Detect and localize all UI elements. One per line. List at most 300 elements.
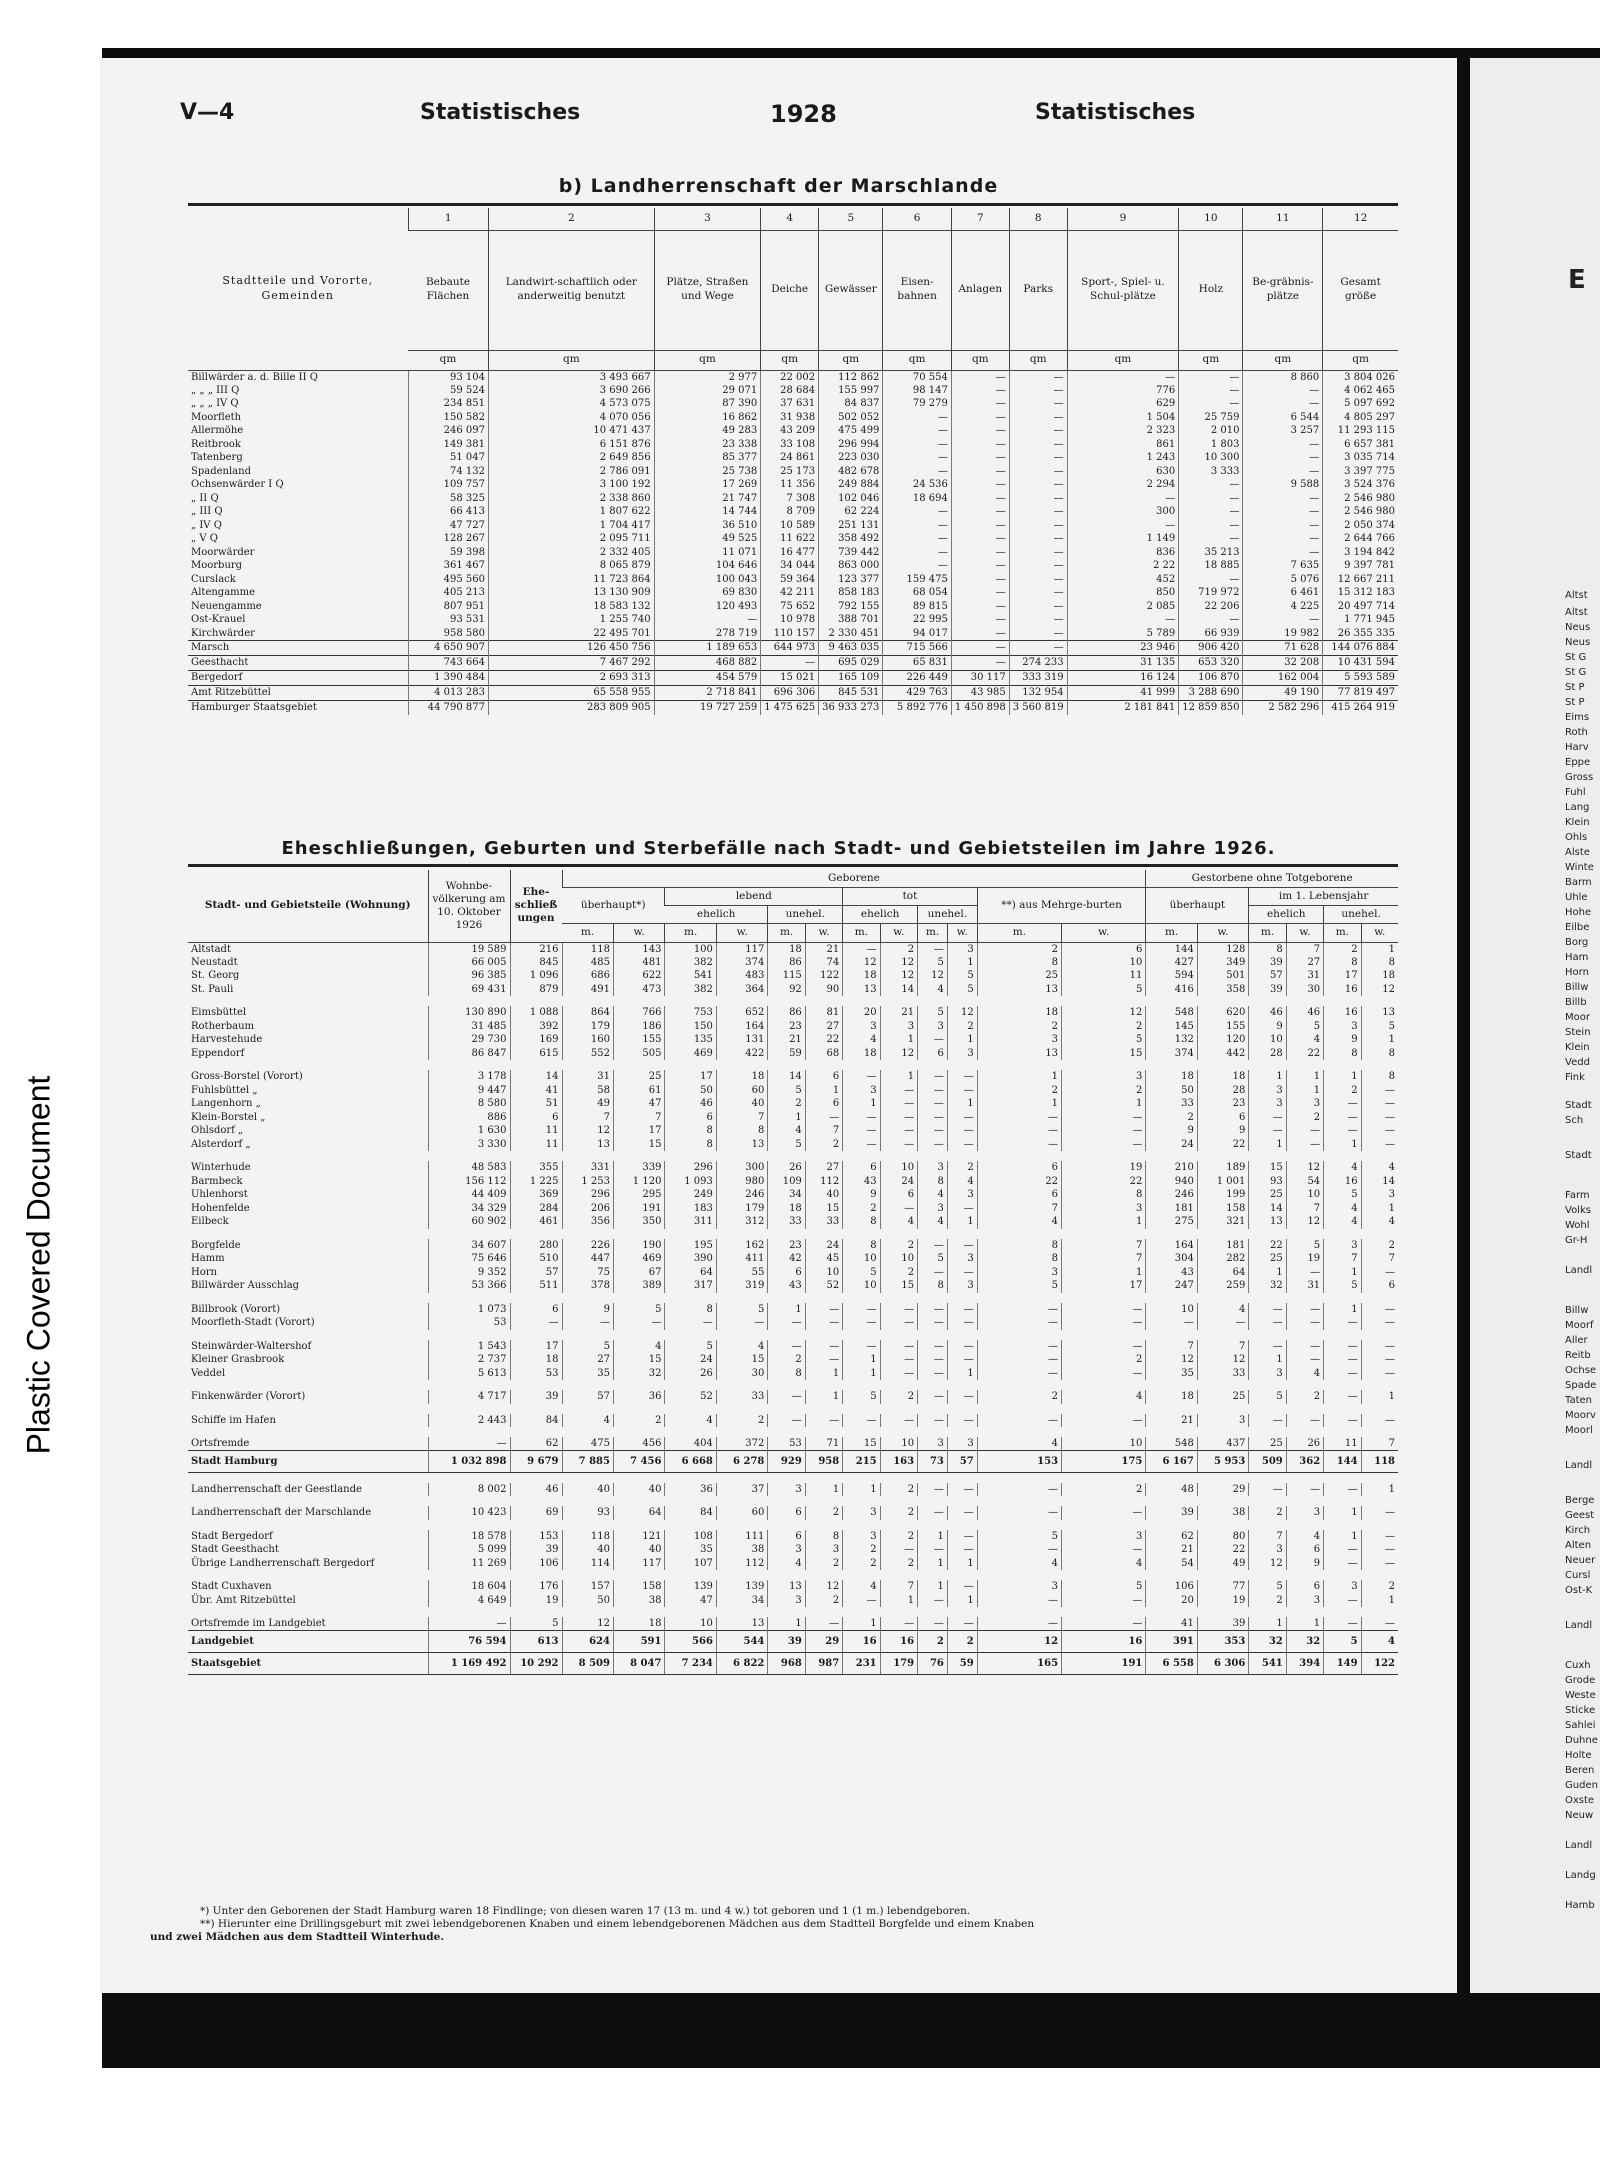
cell: 6: [805, 1097, 842, 1111]
cell: 2: [947, 1161, 977, 1175]
cell: 6: [768, 1506, 805, 1520]
cell: 16: [843, 1631, 880, 1653]
cell: —: [1179, 532, 1243, 546]
cell: 25 738: [654, 465, 761, 479]
cell: 7 456: [613, 1451, 664, 1473]
spacer: [188, 1380, 1398, 1390]
cell: 11: [510, 1124, 562, 1138]
cell: 159 475: [883, 573, 951, 587]
cell: 1: [1361, 1202, 1398, 1216]
cell: —: [951, 627, 1009, 641]
h-illegit: unehel.: [918, 906, 978, 924]
cell: 427: [1146, 956, 1197, 970]
cell: 3: [768, 1594, 805, 1608]
cell: 10: [843, 1252, 880, 1266]
cell: 128: [1197, 942, 1248, 956]
cell: 43: [768, 1279, 805, 1293]
cell: 4: [1361, 1631, 1398, 1653]
cell: 429 763: [883, 685, 951, 700]
cell: 483: [716, 969, 767, 983]
cell: —: [654, 613, 761, 627]
cell: 40: [805, 1188, 842, 1202]
col-unit: qm: [654, 350, 761, 370]
cell: 5: [1286, 1020, 1323, 1034]
cell: 52: [665, 1390, 716, 1404]
cell: 50: [665, 1084, 716, 1098]
cell: 131: [716, 1033, 767, 1047]
cell: 3 397 775: [1323, 465, 1398, 479]
cell: 206: [562, 1202, 613, 1216]
cell: 153: [977, 1451, 1061, 1473]
right-page-word: Berge: [1565, 1495, 1595, 1506]
cell: —: [1179, 519, 1243, 533]
cell: —: [1249, 1111, 1286, 1125]
cell: 120 493: [654, 600, 761, 614]
cell: 42 211: [761, 586, 819, 600]
cell: 75 652: [761, 600, 819, 614]
cell: 1: [805, 1367, 842, 1381]
cell: 3 100 192: [489, 478, 655, 492]
cell: 1: [768, 1617, 805, 1631]
cell: 26: [1286, 1437, 1323, 1451]
row-label: Reitbrook: [191, 438, 241, 450]
row-label: Harvestehude: [191, 1034, 263, 1046]
cell: 836: [1067, 546, 1179, 560]
cell: 29: [805, 1631, 842, 1653]
cell: 1 243: [1067, 451, 1179, 465]
cell: 73: [918, 1451, 948, 1473]
cell: 49: [562, 1097, 613, 1111]
right-page-word: Fuhl: [1565, 787, 1586, 798]
right-page-word: Landl: [1565, 1840, 1593, 1851]
cell: 3 257: [1243, 424, 1323, 438]
cell: 1 807 622: [489, 505, 655, 519]
cell: 10 471 437: [489, 424, 655, 438]
cell: —: [918, 1340, 948, 1354]
cell: 686: [562, 969, 613, 983]
cell: 249 884: [819, 478, 883, 492]
right-page-word: Billw: [1565, 982, 1589, 993]
cell: 2 095 711: [489, 532, 655, 546]
cell: 34 044: [761, 559, 819, 573]
cell: 36 933 273: [819, 700, 883, 715]
cell: 47: [613, 1097, 664, 1111]
cell: 7 308: [761, 492, 819, 506]
cell: 1: [880, 1070, 917, 1084]
cell: 6 151 876: [489, 438, 655, 452]
cell: 4: [977, 1557, 1061, 1571]
cell: —: [880, 1202, 917, 1216]
cell: —: [510, 1316, 562, 1330]
cell: 1: [947, 956, 977, 970]
right-page-word: Weste: [1565, 1690, 1596, 1701]
cell: 2 050 374: [1323, 519, 1398, 533]
cell: 5: [947, 983, 977, 997]
cell: 6: [510, 1111, 562, 1125]
cell: —: [880, 1084, 917, 1098]
cell: 275: [1146, 1215, 1197, 1229]
cell: 234 851: [408, 397, 489, 411]
col-header: Deiche: [761, 230, 819, 350]
cell: 358: [1197, 983, 1248, 997]
cell: 1 169 492: [428, 1653, 510, 1675]
cell: —: [1249, 1303, 1286, 1317]
cell: 28: [1197, 1084, 1248, 1098]
cell: 6: [843, 1161, 880, 1175]
cell: 118: [562, 1530, 613, 1544]
col-sex: m.: [843, 924, 880, 942]
cell: 35 213: [1179, 546, 1243, 560]
col-sex: m.: [1249, 924, 1286, 942]
row-label: Eimsbüttel: [191, 1007, 247, 1019]
cell: 34: [716, 1594, 767, 1608]
cell: 321: [1197, 1215, 1248, 1229]
row-label: Staatsgebiet: [188, 1653, 428, 1675]
table-row: [188, 1239, 1398, 1253]
right-page-word: St P: [1565, 697, 1585, 708]
row-header: Stadtteile und Vororte, Gemeinden: [188, 208, 408, 370]
cell: 76: [918, 1653, 948, 1675]
cell: 2: [1062, 1084, 1146, 1098]
cell: —: [947, 1483, 977, 1497]
cell: —: [918, 1097, 948, 1111]
cell: 61: [613, 1084, 664, 1098]
cell: 6: [1197, 1111, 1248, 1125]
cell: 2 786 091: [489, 465, 655, 479]
cell: 615: [510, 1047, 562, 1061]
cell: 70 554: [883, 370, 951, 384]
row-label: Gross-Borstel (Vorort): [191, 1071, 303, 1083]
cell: 13: [768, 1580, 805, 1594]
right-page-word: Altst: [1565, 590, 1588, 601]
right-page-word: Altst: [1565, 607, 1588, 618]
cell: 46: [1249, 1006, 1286, 1020]
cell: 1 189 653: [654, 640, 761, 655]
cell: 3: [947, 1252, 977, 1266]
cell: 191: [1062, 1653, 1146, 1675]
cell: —: [951, 397, 1009, 411]
cell: 3 330: [428, 1138, 510, 1152]
cell: 33: [1197, 1367, 1248, 1381]
cell: 2: [918, 1631, 948, 1653]
cell: 3: [918, 1020, 948, 1034]
cell: 4: [947, 1175, 977, 1189]
cell: 76 594: [428, 1631, 510, 1653]
cell: —: [947, 1390, 977, 1404]
cell: —: [977, 1414, 1061, 1428]
cell: 311: [665, 1215, 716, 1229]
cell: —: [1009, 370, 1067, 384]
cell: 43: [843, 1175, 880, 1189]
cell: 36: [665, 1483, 716, 1497]
cell: 8: [665, 1124, 716, 1138]
cell: —: [1243, 397, 1323, 411]
cell: 411: [716, 1252, 767, 1266]
cell: 25: [613, 1070, 664, 1084]
cell: 864: [562, 1006, 613, 1020]
cell: 4 649: [428, 1594, 510, 1608]
cell: 5: [977, 1530, 1061, 1544]
cell: —: [1324, 1340, 1361, 1354]
cell: 6: [510, 1303, 562, 1317]
cell: —: [768, 1316, 805, 1330]
cell: 3: [1062, 1530, 1146, 1544]
cell: 30 117: [951, 670, 1009, 685]
col-unit: qm: [408, 350, 489, 370]
cell: —: [880, 1316, 917, 1330]
table-row: [188, 1202, 1398, 1216]
cell: —: [1243, 546, 1323, 560]
col-unit: qm: [761, 350, 819, 370]
cell: 4: [843, 1580, 880, 1594]
cell: 3 035 714: [1323, 451, 1398, 465]
cell: 28 684: [761, 384, 819, 398]
cell: 79 279: [883, 397, 951, 411]
table-row: [188, 384, 1398, 398]
cell: 15: [805, 1202, 842, 1216]
table-row: [188, 411, 1398, 425]
col-unit: qm: [1009, 350, 1067, 370]
cell: 32 208: [1243, 655, 1323, 670]
cell: 2 181 841: [1067, 700, 1179, 715]
table-row: [188, 1097, 1398, 1111]
cell: 25: [1249, 1252, 1286, 1266]
cell: 23: [768, 1020, 805, 1034]
cell: —: [918, 1033, 948, 1047]
cell: 102 046: [819, 492, 883, 506]
cell: 179: [562, 1020, 613, 1034]
cell: 22: [1197, 1543, 1248, 1557]
right-page-word: Geest: [1565, 1510, 1595, 1521]
cell: 6 306: [1197, 1653, 1248, 1675]
h-illegit: unehel.: [1324, 906, 1398, 924]
cell: 1: [1324, 1070, 1361, 1084]
cell: 65 558 955: [489, 685, 655, 700]
table-row: [188, 942, 1398, 956]
cell: 447: [562, 1252, 613, 1266]
cell: 1 504: [1067, 411, 1179, 425]
cell: 12: [880, 1047, 917, 1061]
right-page-word: Alste: [1565, 847, 1590, 858]
cell: —: [1009, 478, 1067, 492]
cell: 296: [562, 1188, 613, 1202]
spacer: [188, 1060, 1398, 1070]
cell: 1: [1361, 1594, 1398, 1608]
cell: 3: [977, 1033, 1061, 1047]
cell: 41 999: [1067, 685, 1179, 700]
cell: 80: [1197, 1530, 1248, 1544]
cell: 165: [977, 1653, 1061, 1675]
cell: 33: [1146, 1097, 1197, 1111]
cell: 12: [1361, 983, 1398, 997]
cell: 50: [1146, 1084, 1197, 1098]
cell: —: [1009, 411, 1067, 425]
cell: 4: [1062, 1557, 1146, 1571]
row-label: Rotherbaum: [191, 1020, 254, 1032]
cell: 93 531: [408, 613, 489, 627]
row-label: Altengamme: [191, 587, 256, 599]
table-row: [188, 1138, 1398, 1152]
cell: 8 065 879: [489, 559, 655, 573]
cell: 2: [880, 1557, 917, 1571]
cell: 5: [768, 1084, 805, 1098]
cell: —: [918, 1390, 948, 1404]
cell: 3: [947, 942, 977, 956]
cell: —: [428, 1437, 510, 1451]
cell: 280: [510, 1239, 562, 1253]
cell: 39: [1197, 1617, 1248, 1631]
cell: 6 461: [1243, 586, 1323, 600]
cell: 132 954: [1009, 685, 1067, 700]
cell: —: [951, 519, 1009, 533]
table-row: [188, 1390, 1398, 1404]
cell: 59 524: [408, 384, 489, 398]
cell: —: [951, 655, 1009, 670]
table-row: [188, 397, 1398, 411]
cell: 18: [613, 1617, 664, 1631]
cell: 1: [805, 1084, 842, 1098]
cell: 15: [613, 1138, 664, 1152]
cell: 482 678: [819, 465, 883, 479]
right-page-word: Sch: [1565, 1115, 1584, 1126]
cell: —: [1179, 492, 1243, 506]
cell: 6 544: [1243, 411, 1323, 425]
table-row: [188, 1580, 1398, 1594]
cell: 43 209: [761, 424, 819, 438]
cell: 10: [843, 1279, 880, 1293]
cell: 2: [1062, 1353, 1146, 1367]
cell: 5: [1324, 1279, 1361, 1293]
cell: 34 329: [428, 1202, 510, 1216]
cell: 89 815: [883, 600, 951, 614]
cell: —: [977, 1483, 1061, 1497]
cell: 6: [768, 1530, 805, 1544]
cell: 62 224: [819, 505, 883, 519]
cell: 24 861: [761, 451, 819, 465]
cell: 1: [805, 1483, 842, 1497]
row-label: Allermöhe: [191, 425, 244, 437]
cell: 552: [562, 1047, 613, 1061]
cell: 16 124: [1067, 670, 1179, 685]
cell: 1: [1249, 1353, 1286, 1367]
cell: 468 882: [654, 655, 761, 670]
cell: 3: [768, 1483, 805, 1497]
cell: 509: [1249, 1451, 1286, 1473]
cell: 40: [613, 1483, 664, 1497]
h-legit: ehelich: [665, 906, 768, 924]
footnote: und zwei Mädchen aus dem Stadtteil Winterhude.: [150, 1931, 444, 1943]
cell: —: [977, 1124, 1061, 1138]
cell: 57: [1249, 969, 1286, 983]
cell: 2: [843, 1543, 880, 1557]
row-label: Horn: [191, 1266, 217, 1278]
cell: —: [1009, 640, 1067, 655]
cell: 32: [613, 1367, 664, 1381]
right-page-word: Neus: [1565, 637, 1591, 648]
cell: 144: [1324, 1451, 1361, 1473]
cell: 2: [977, 1390, 1061, 1404]
cell: 16: [1324, 1006, 1361, 1020]
right-page-word: Hamb: [1565, 1900, 1595, 1911]
cell: 456: [613, 1437, 664, 1451]
cell: 2: [768, 1353, 805, 1367]
cell: 9 463 035: [819, 640, 883, 655]
cell: 502 052: [819, 411, 883, 425]
cell: —: [768, 1414, 805, 1428]
cell: 4: [1361, 1215, 1398, 1229]
cell: 5: [1249, 1580, 1286, 1594]
cell: —: [1243, 532, 1323, 546]
cell: 25: [1249, 1188, 1286, 1202]
cell: —: [1286, 1303, 1323, 1317]
cell: 5: [716, 1303, 767, 1317]
row-label: Winterhude: [191, 1162, 251, 1174]
cell: —: [947, 1530, 977, 1544]
row-label: Altstadt: [191, 943, 231, 955]
cell: 121: [613, 1530, 664, 1544]
spacer-row: [188, 1060, 1398, 1070]
col-unit: qm: [1179, 350, 1243, 370]
spacer: [188, 1520, 1398, 1530]
cell: 15: [1249, 1161, 1286, 1175]
cell: 23: [1197, 1097, 1248, 1111]
table-row: [188, 370, 1398, 384]
cell: 5: [562, 1340, 613, 1354]
cell: 2: [1324, 942, 1361, 956]
cell: 57: [510, 1266, 562, 1280]
cell: 26: [768, 1161, 805, 1175]
cell: —: [918, 1070, 948, 1084]
cell: —: [1179, 397, 1243, 411]
spacer: [188, 1496, 1398, 1506]
cell: 93: [1249, 1175, 1286, 1189]
col-sex: w.: [947, 924, 977, 942]
col-number: 5: [819, 208, 883, 230]
cell: 8: [1361, 956, 1398, 970]
cell: 66 413: [408, 505, 489, 519]
cell: 8: [977, 1252, 1061, 1266]
cell: 41: [510, 1084, 562, 1098]
cell: 16: [1062, 1631, 1146, 1653]
row-label: Stadt Geesthacht: [191, 1544, 279, 1556]
cell: 24: [805, 1239, 842, 1253]
cell: 10: [1146, 1303, 1197, 1317]
cell: 8: [977, 1239, 1061, 1253]
cell: 86 847: [428, 1047, 510, 1061]
cell: 43 985: [951, 685, 1009, 700]
col-number: 4: [761, 208, 819, 230]
cell: 2: [843, 1557, 880, 1571]
cell: 4: [1361, 1161, 1398, 1175]
cell: 13: [562, 1138, 613, 1152]
cell: 57: [562, 1390, 613, 1404]
cell: 7: [613, 1111, 664, 1125]
cell: 1 093: [665, 1175, 716, 1189]
cell: 2 977: [654, 370, 761, 384]
cell: —: [880, 1353, 917, 1367]
right-page-word: Uhle: [1565, 892, 1588, 903]
right-page-word: Moorv: [1565, 1410, 1596, 1421]
cell: —: [1179, 573, 1243, 587]
cell: 14: [1361, 1175, 1398, 1189]
cell: 4: [562, 1414, 613, 1428]
cell: —: [947, 1414, 977, 1428]
cell: 181: [1146, 1202, 1197, 1216]
cell: 861: [1067, 438, 1179, 452]
cell: —: [1324, 1557, 1361, 1571]
cell: 75 646: [428, 1252, 510, 1266]
cell: 17: [1324, 969, 1361, 983]
